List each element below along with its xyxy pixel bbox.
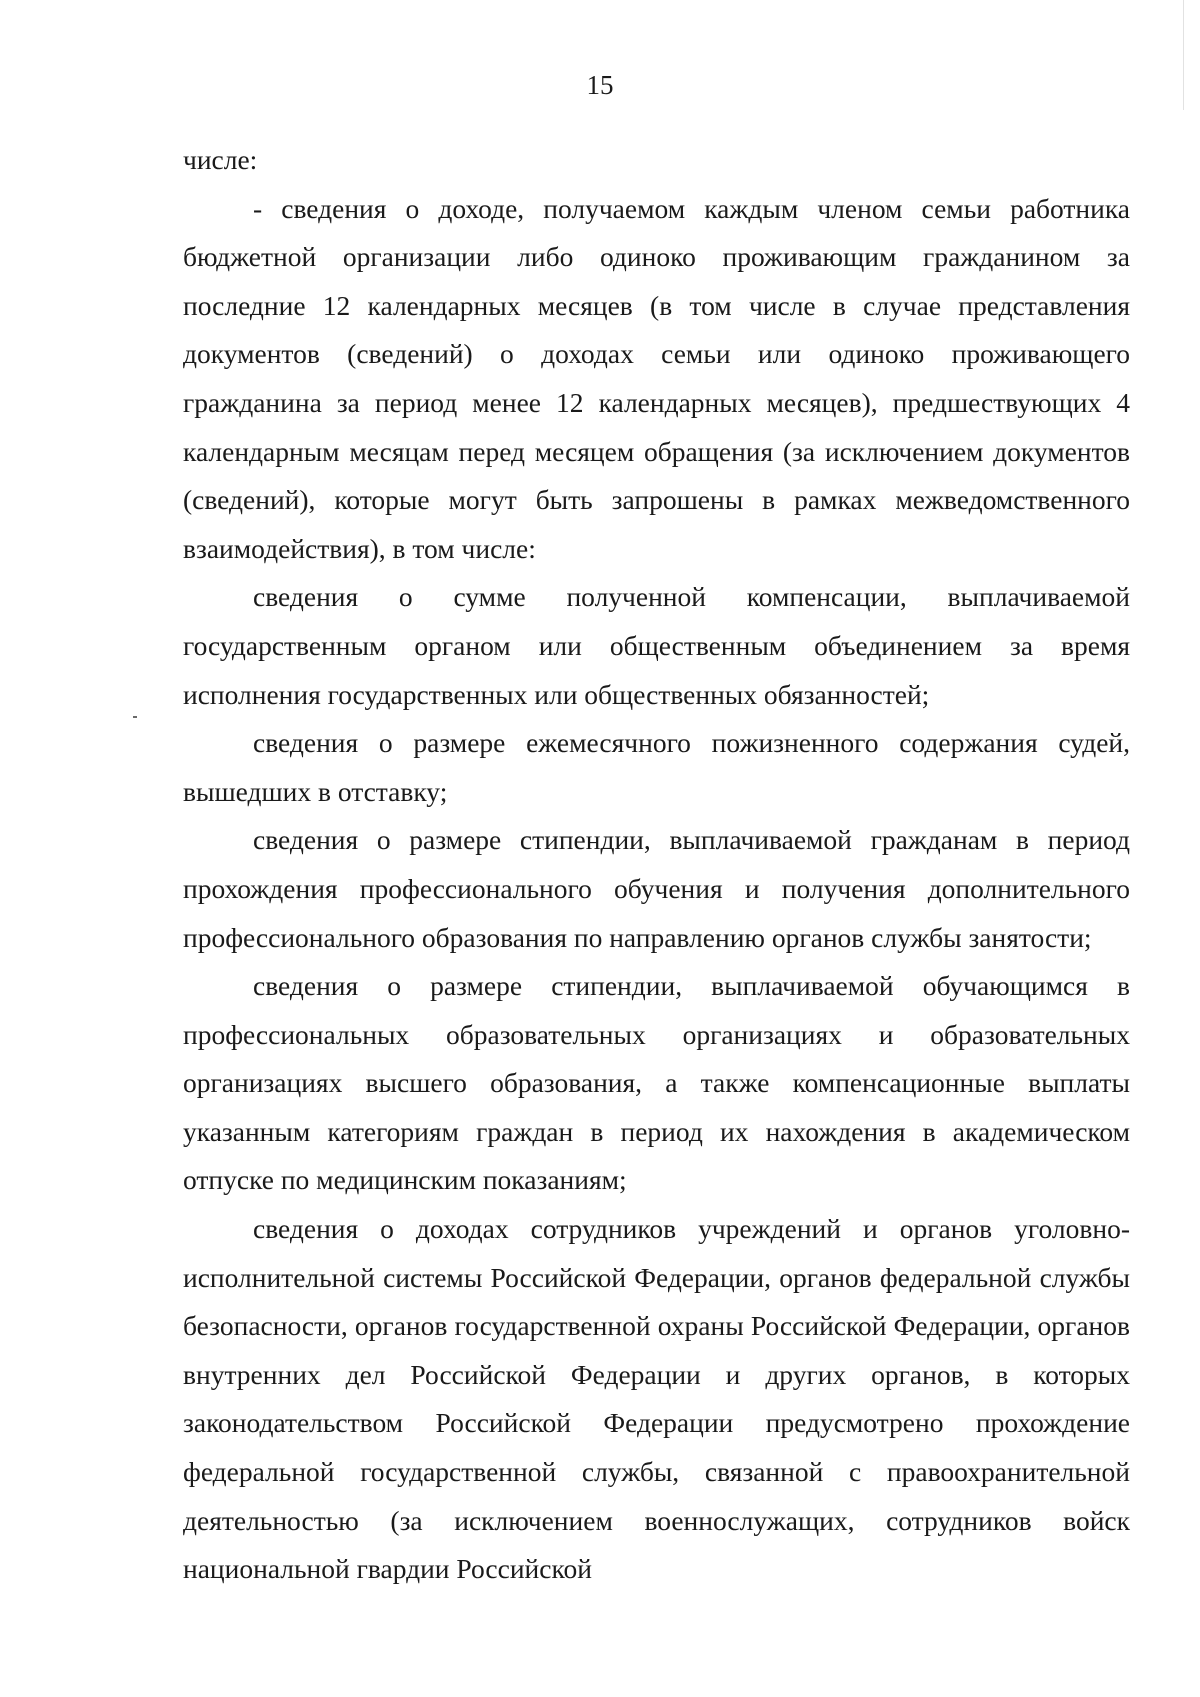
paragraph-employment-stipend: сведения о размере стипендии, выплачиваемой гражданам в период прохождения профессионального обучения и получения дополнительного профессионального образования по направлению органов службы занятости; xyxy=(183,824,1130,953)
paragraph-compensation: сведения о сумме полученной компенсации, выплачиваемой государственным органом или общественным объединением за время исполнения государственных или общественных обязанностей; xyxy=(183,581,1130,710)
paragraph-judges-allowance: сведения о размере ежемесячного пожизненного содержания судей, вышедших в отставку; xyxy=(183,727,1130,807)
body-text xyxy=(183,136,1130,1594)
page-number: 15 xyxy=(586,70,614,100)
paragraph-law-enforcement-income: сведения о доходах сотрудников учреждений и органов уголовно-исполнительной системы Российской Федерации, органов федеральной службы безопасности, органов государственной охраны Российской Федерации, органов внутренних дел Российской Федерации и других органов, в которых законодательством Российской Федерации предусмотрено прохождение федеральной государственной службы, связанной с правоохранительной деятельностью (за исключением военнослужащих, сотрудников войск национальной гвардии Российской xyxy=(183,1213,1130,1585)
margin-mark xyxy=(133,716,137,718)
paragraph-student-stipend: сведения о размере стипендии, выплачиваемой обучающимся в профессиональных образовательных организациях и образовательных организациях высшего образования, а также компенсационные выплаты указанным категориям граждан в период их нахождения в академическом отпуске по медицинским показаниям; xyxy=(183,970,1130,1196)
paragraph-continuation: числе: xyxy=(183,144,258,175)
paragraph-income-info: - сведения о доходе, получаемом каждым членом семьи работника бюджетной организации либо одиноко проживающим гражданином за последние 12 календарных месяцев (в том числе в случае представления документов (сведений) о доходах семьи или одиноко проживающего гражданина за период менее 12 календарных месяцев), предшествующих 4 календарным месяцам перед месяцем обращения (за исключением документов (сведений), которые могут быть запрошены в рамках межведомственного взаимодействия), в том числе: xyxy=(183,192,1130,564)
